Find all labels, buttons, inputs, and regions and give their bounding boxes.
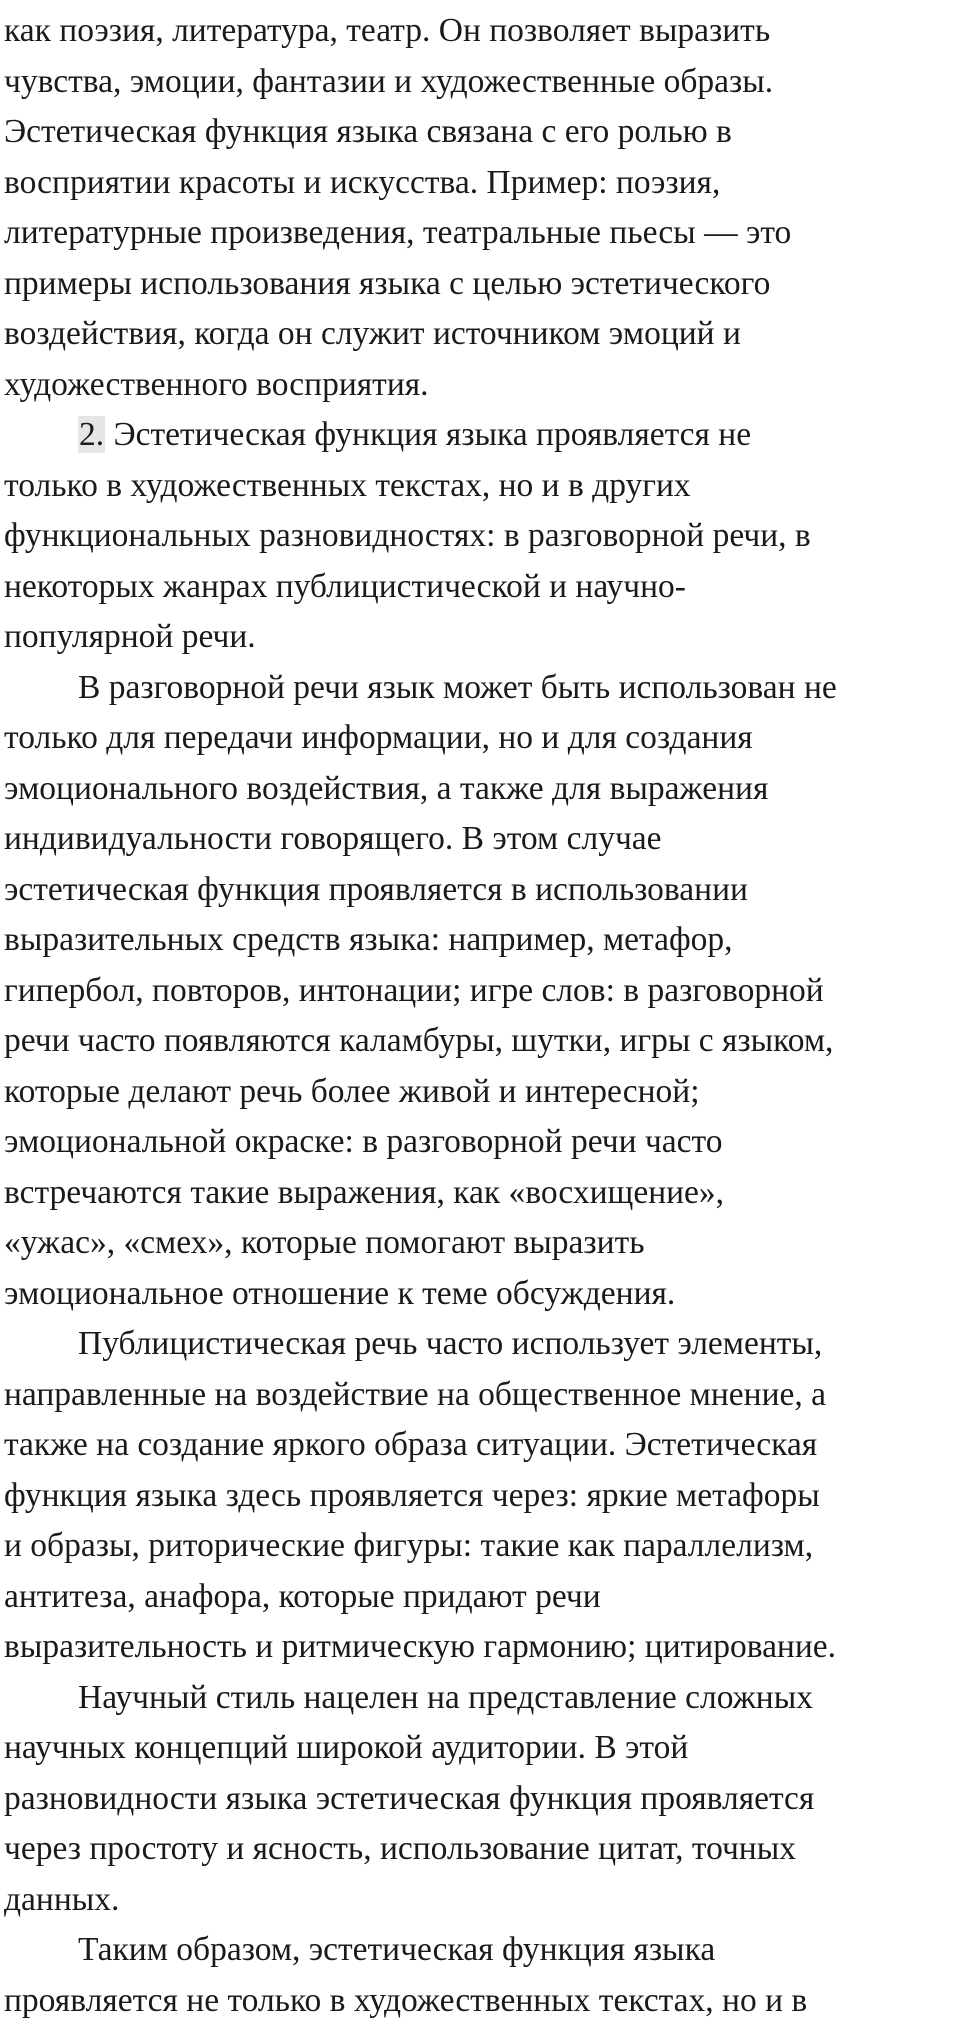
text-line: воздействия, когда он служит источником эмоций и (4, 315, 741, 352)
text-line: разновидности языка эстетическая функция проявляется (4, 1779, 815, 1817)
numbered-item-line (4, 410, 956, 461)
text-line: встречаются такие выражения, как «восхищение», (4, 1173, 725, 1211)
text-line: антитеза, анафора, которые придают речи (4, 1577, 601, 1615)
text-line: данных. (4, 1880, 120, 1918)
paragraph-first-line: Таким образом, эстетическая функция языка (78, 1931, 716, 1968)
text-line: гипербол, повторов, интонации; игре слов: в разговорной (4, 971, 824, 1009)
text-line: чувства, эмоции, фантазии и художественные образы. (4, 62, 774, 100)
text-line: научных концепций широкой аудитории. В этой (4, 1729, 689, 1766)
text-line: литературные произведения, театральные пьесы — это (4, 214, 792, 251)
text-line: эмоциональной окраске: в разговорной речи часто (4, 1123, 723, 1160)
text-line: примеры использования языка с целью эстетического (4, 264, 771, 302)
text-line: только для передачи информации, но и для создания (4, 719, 753, 756)
text-line: популярной речи. (4, 618, 256, 655)
text-line: проявляется не только в художественных текстах, но и в (4, 1981, 808, 2019)
text-line: художественного восприятия. (4, 365, 429, 403)
text-line: эмоционального воздействия, а также для выражения (4, 769, 769, 807)
item-text: Эстетическая функция языка проявляется не (105, 416, 752, 453)
item-number: 2. (79, 416, 105, 453)
text-line: эстетическая функция проявляется в использовании (4, 870, 748, 908)
text-line: выразительность и ритмическую гармонию; цитирование. (4, 1628, 837, 1665)
text-line: через простоту и ясность, использование цитат, точных (4, 1830, 796, 1867)
paragraph-first-line: В разговорной речи язык может быть использован не (78, 668, 837, 706)
text-line: только в художественных текстах, но и в других (4, 466, 691, 504)
text-line: направленные на воздействие на общественное мнение, а (4, 1375, 827, 1413)
text-line: как поэзия, литература, театр. Он позволяет выразить (4, 12, 771, 49)
text-line: также на создание яркого образа ситуации. Эстетическая (4, 1426, 818, 1463)
text-line: функциональных разновидностях: в разговорной речи, в (4, 517, 811, 554)
text-line: Эстетическая функция языка связана с его ролью в (4, 113, 732, 150)
text-line: «ужас», «смех», которые помогают выразить (4, 1224, 645, 1261)
paragraph-first-line: Научный стиль нацелен на представление сложных (78, 1678, 813, 1716)
text-line: некоторых жанрах публицистической и научно- (4, 567, 686, 605)
text-line: и образы, риторические фигуры: такие как параллелизм, (4, 1527, 814, 1564)
text-line: которые делают речь более живой и интересной; (4, 1072, 700, 1110)
text-line: эмоциональное отношение к теме обсуждения. (4, 1274, 676, 1312)
text-line: индивидуальности говорящего. В этом случае (4, 820, 662, 857)
text-line: речи часто появляются каламбуры, шутки, игры с языком, (4, 1022, 834, 1059)
text-line: выразительных средств языка: например, метафор, (4, 921, 733, 958)
document-body (4, 6, 956, 2019)
text-line: функция языка здесь проявляется через: яркие метафоры (4, 1476, 820, 1514)
text-line: восприятии красоты и искусства. Пример: поэзия, (4, 163, 721, 201)
paragraph-first-line: Публицистическая речь часто использует элементы, (78, 1325, 823, 1362)
